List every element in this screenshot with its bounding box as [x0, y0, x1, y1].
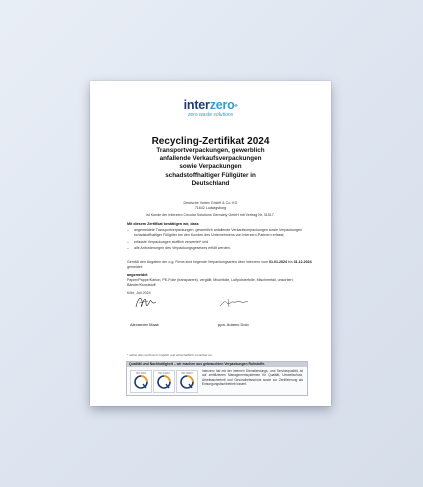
period-statement: Gemäß den Angaben der o.g. Firma sind folgende Verpackungsarten über Interzero vom 01.01.2024 bis 31.12.2024 gemeldet:	[127, 260, 312, 269]
list-item: – angemeldete Transportverpackungen, gewerblich anfallende Verkaufsverpackungen sowie Verpackungen schadstoffhaltiger Füllgüter bei den Kunden des Unternehmens von Interzero-Partnern erfasst,	[127, 228, 303, 237]
certificate-page	[90, 81, 331, 406]
period-to: 31.12.2024	[293, 260, 312, 264]
place-date: Köln, Juli 2024	[127, 291, 151, 295]
certificate-subtitle	[150, 147, 271, 188]
company-address	[90, 201, 331, 211]
list-item: – alle Anforderungen des Verpackungsgesetzes erfüllt werden.	[127, 246, 231, 251]
footnote: * selbst dies technisch möglich und wirtschaftlich zumutbar ist.	[127, 353, 213, 357]
q-seal-icon	[157, 375, 171, 390]
signer-right: ppa. Adamo Dolo	[218, 322, 249, 327]
period-from: 01.01.2024	[269, 260, 288, 264]
registered-materials: Papier/Pappe/Karton, PE-Folie (transparent), vergällt, Mischfolie, Luftpolsterfolie, Mischmetall, unsortiert, Bänder/Kunststoff	[127, 278, 294, 287]
iso-45001-badge: ISO 45001	[176, 370, 198, 393]
registered-mark: ®	[234, 103, 238, 108]
certification-badges	[130, 369, 200, 393]
subtitle-line: anfallende Verkaufsverpackungen	[159, 155, 262, 163]
q-seal-icon	[180, 375, 194, 390]
signature-right-icon	[218, 297, 250, 309]
q-seal-icon	[134, 375, 148, 390]
signature-left-icon	[134, 295, 158, 311]
quality-description: Interzero hat mit der internen Dienstleistungs- und Servicequalität, ist auf zertifizierten Managementsystemen für Qualität, Umweltschutz, Arbeitssicherheit und Gesundheitsschutz sowie zur Zertifizierung als Entsorgungsfachbetrieb basiert.	[202, 369, 303, 386]
subtitle-line: sowie Verpackungen	[179, 163, 242, 171]
subtitle-line: Transportverpackungen, gewerblich	[156, 147, 265, 154]
iso-14001-badge: ISO 14001	[153, 370, 175, 393]
customer-line: ist Kunde der Interzero Circular Solutions Germany GmbH mit Vertrag Nr. 31517.	[146, 213, 275, 217]
quality-box	[126, 361, 308, 396]
list-item: – erfasste Verpackungen stofflich verwertet* und	[127, 239, 209, 244]
logo-wordmark	[90, 99, 331, 112]
logo-tagline: zero waste solutions	[187, 112, 234, 118]
logo-inter: inter	[183, 98, 210, 112]
registered-heading: angemeldet	[127, 273, 148, 277]
quality-heading: Qualität und Nachhaltigkeit – wir machen aus gebrauchten Verpackungen Rohstoffe.	[127, 362, 307, 367]
confirm-list	[127, 228, 311, 253]
signer-left: Alexander Maak	[130, 322, 159, 327]
certificate-title: Recycling-Zertifikat 2024	[151, 136, 270, 147]
company-city: 71642 Ludwigsburg	[194, 206, 227, 210]
interzero-logo	[90, 99, 331, 118]
subtitle-line: schadstoffhaltiger Füllgüter in	[165, 171, 256, 179]
iso-9001-badge: ISO 9001	[130, 370, 152, 393]
company-name: Deutsche Vortex GmbH & Co. KG	[183, 201, 238, 205]
confirm-heading: Mit diesem Zertifikat bestätigen wir, dass	[127, 222, 199, 226]
subtitle-line: Deutschland	[191, 179, 230, 187]
logo-zero: zero	[209, 98, 235, 112]
